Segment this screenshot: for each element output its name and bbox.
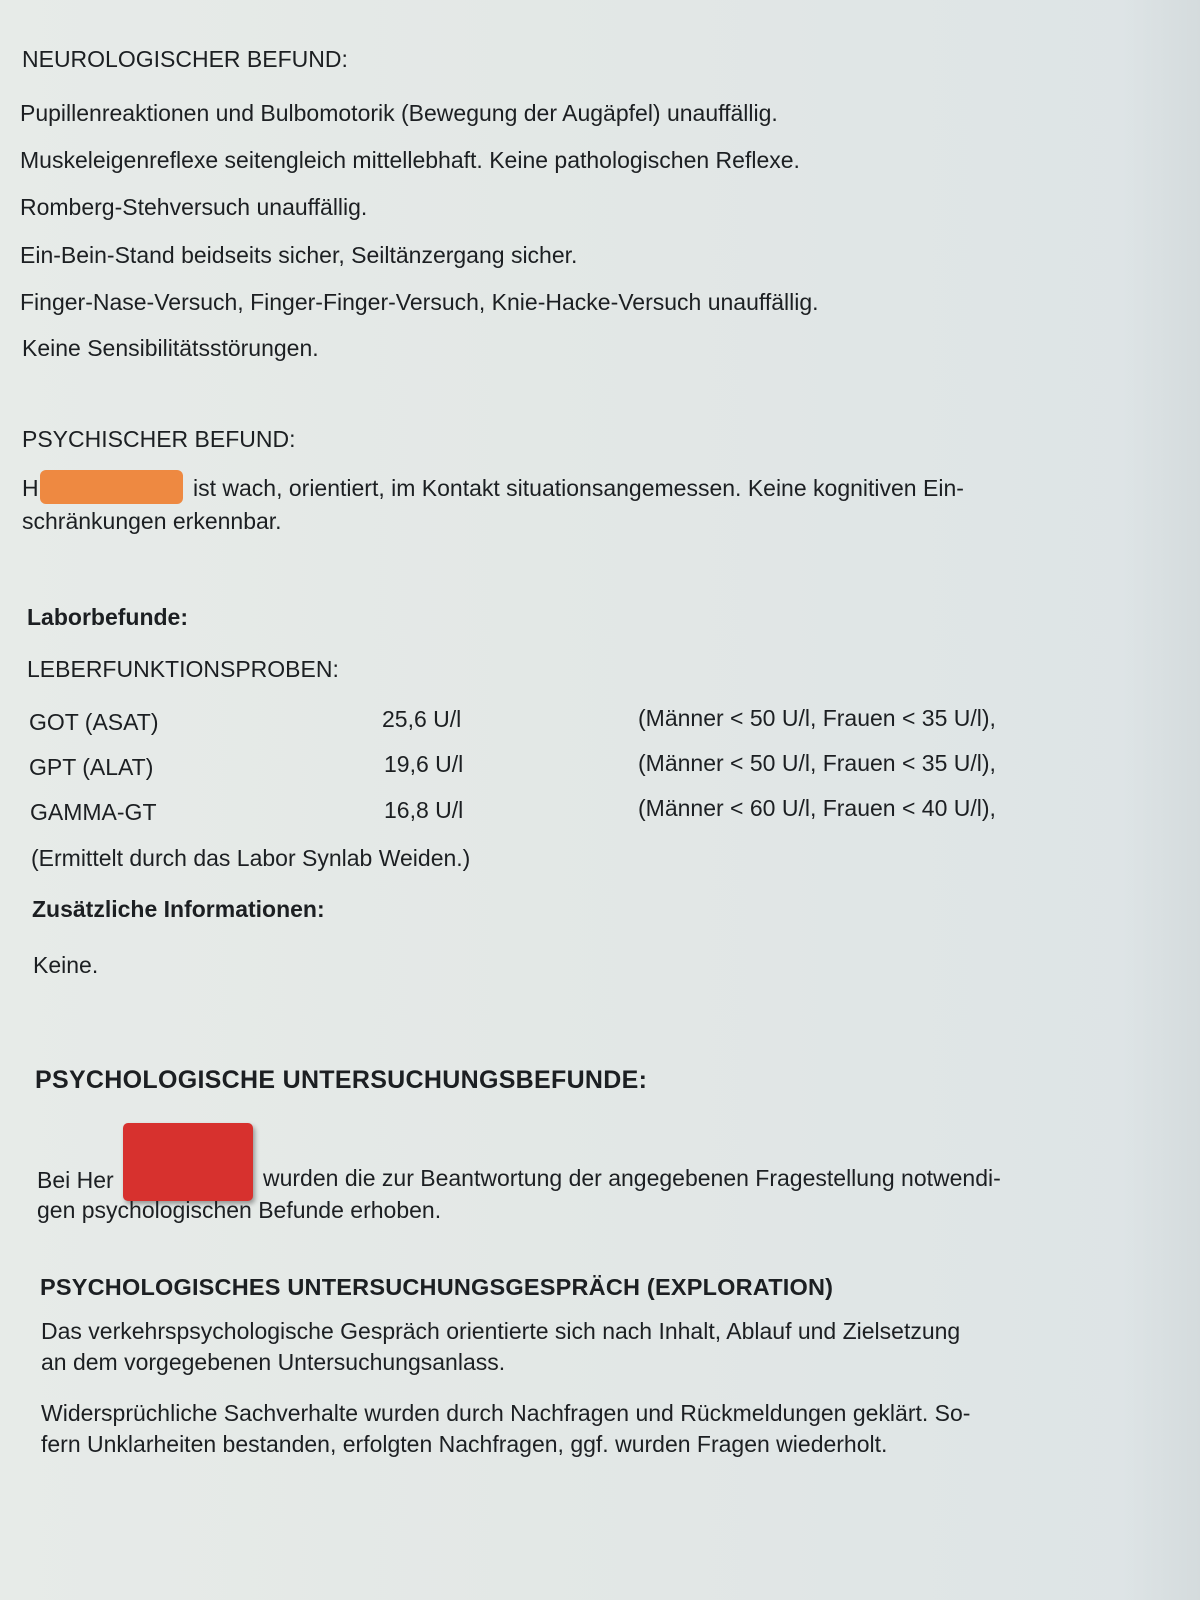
exploration-paragraph: fern Unklarheiten bestanden, erfolgten Nachfragen, ggf. wurden Fragen wiederholt.: [41, 1431, 888, 1457]
psychological-line1: wurden die zur Beantwortung der angegebenen Fragestellung notwendi-: [263, 1165, 1001, 1191]
page-edge-shadow: [1120, 0, 1200, 1600]
lab-ref: (Männer < 50 U/l, Frauen < 35 U/l),: [638, 750, 996, 776]
lab-ref: (Männer < 50 U/l, Frauen < 35 U/l),: [638, 705, 996, 731]
lab-heading: Laborbefunde:: [27, 604, 188, 630]
extra-heading: Zusätzliche Informationen:: [32, 896, 325, 922]
lab-value: 19,6 U/l: [384, 751, 464, 777]
exploration-heading: PSYCHOLOGISCHES UNTERSUCHUNGSGESPRÄCH (EXPLORATION): [40, 1274, 834, 1300]
psychological-line1-prefix: Bei Her: [37, 1167, 114, 1193]
extra-text: Keine.: [33, 952, 99, 978]
redaction-orange: [40, 470, 183, 504]
neuro-line: Muskeleigenreflexe seitengleich mittellebhaft. Keine pathologischen Reflexe.: [20, 147, 800, 173]
psych-line1-prefix: H: [22, 475, 39, 501]
exploration-paragraph: Das verkehrspsychologische Gespräch orientierte sich nach Inhalt, Ablauf und Zielsetzung: [41, 1318, 961, 1344]
lab-value: 25,6 U/l: [382, 706, 462, 732]
neuro-line: Finger-Nase-Versuch, Finger-Finger-Versuch, Knie-Hacke-Versuch unauffällig.: [20, 289, 819, 315]
redaction-red: [123, 1123, 253, 1201]
exploration-paragraph: Widersprüchliche Sachverhalte wurden durch Nachfragen und Rückmeldungen geklärt. So-: [41, 1400, 971, 1426]
neuro-heading: NEUROLOGISCHER BEFUND:: [22, 46, 348, 72]
psych-line1: ist wach, orientiert, im Kontakt situationsangemessen. Keine kognitiven Ein-: [193, 475, 964, 501]
neuro-line: Keine Sensibilitätsstörungen.: [22, 335, 319, 361]
lab-name: GPT (ALAT): [29, 754, 154, 780]
psych-heading: PSYCHISCHER BEFUND:: [22, 426, 296, 452]
lab-name: GOT (ASAT): [29, 709, 159, 735]
psychological-heading: PSYCHOLOGISCHE UNTERSUCHUNGSBEFUNDE:: [35, 1066, 648, 1094]
psychological-line2: gen psychologischen Befunde erhoben.: [37, 1197, 442, 1223]
lab-source: (Ermittelt durch das Labor Synlab Weiden.): [31, 845, 471, 871]
lab-ref: (Männer < 60 U/l, Frauen < 40 U/l),: [638, 795, 996, 821]
exploration-paragraph: an dem vorgegebenen Untersuchungsanlass.: [41, 1349, 506, 1375]
neuro-line: Pupillenreaktionen und Bulbomotorik (Bewegung der Augäpfel) unauffällig.: [20, 100, 778, 126]
neuro-line: Ein-Bein-Stand beidseits sicher, Seiltänzergang sicher.: [20, 242, 578, 268]
lab-subheading: LEBERFUNKTIONSPROBEN:: [27, 656, 339, 682]
psych-line2: schränkungen erkennbar.: [22, 508, 282, 534]
lab-name: GAMMA-GT: [30, 799, 157, 825]
neuro-line: Romberg-Stehversuch unauffällig.: [20, 194, 368, 220]
lab-value: 16,8 U/l: [384, 797, 464, 823]
